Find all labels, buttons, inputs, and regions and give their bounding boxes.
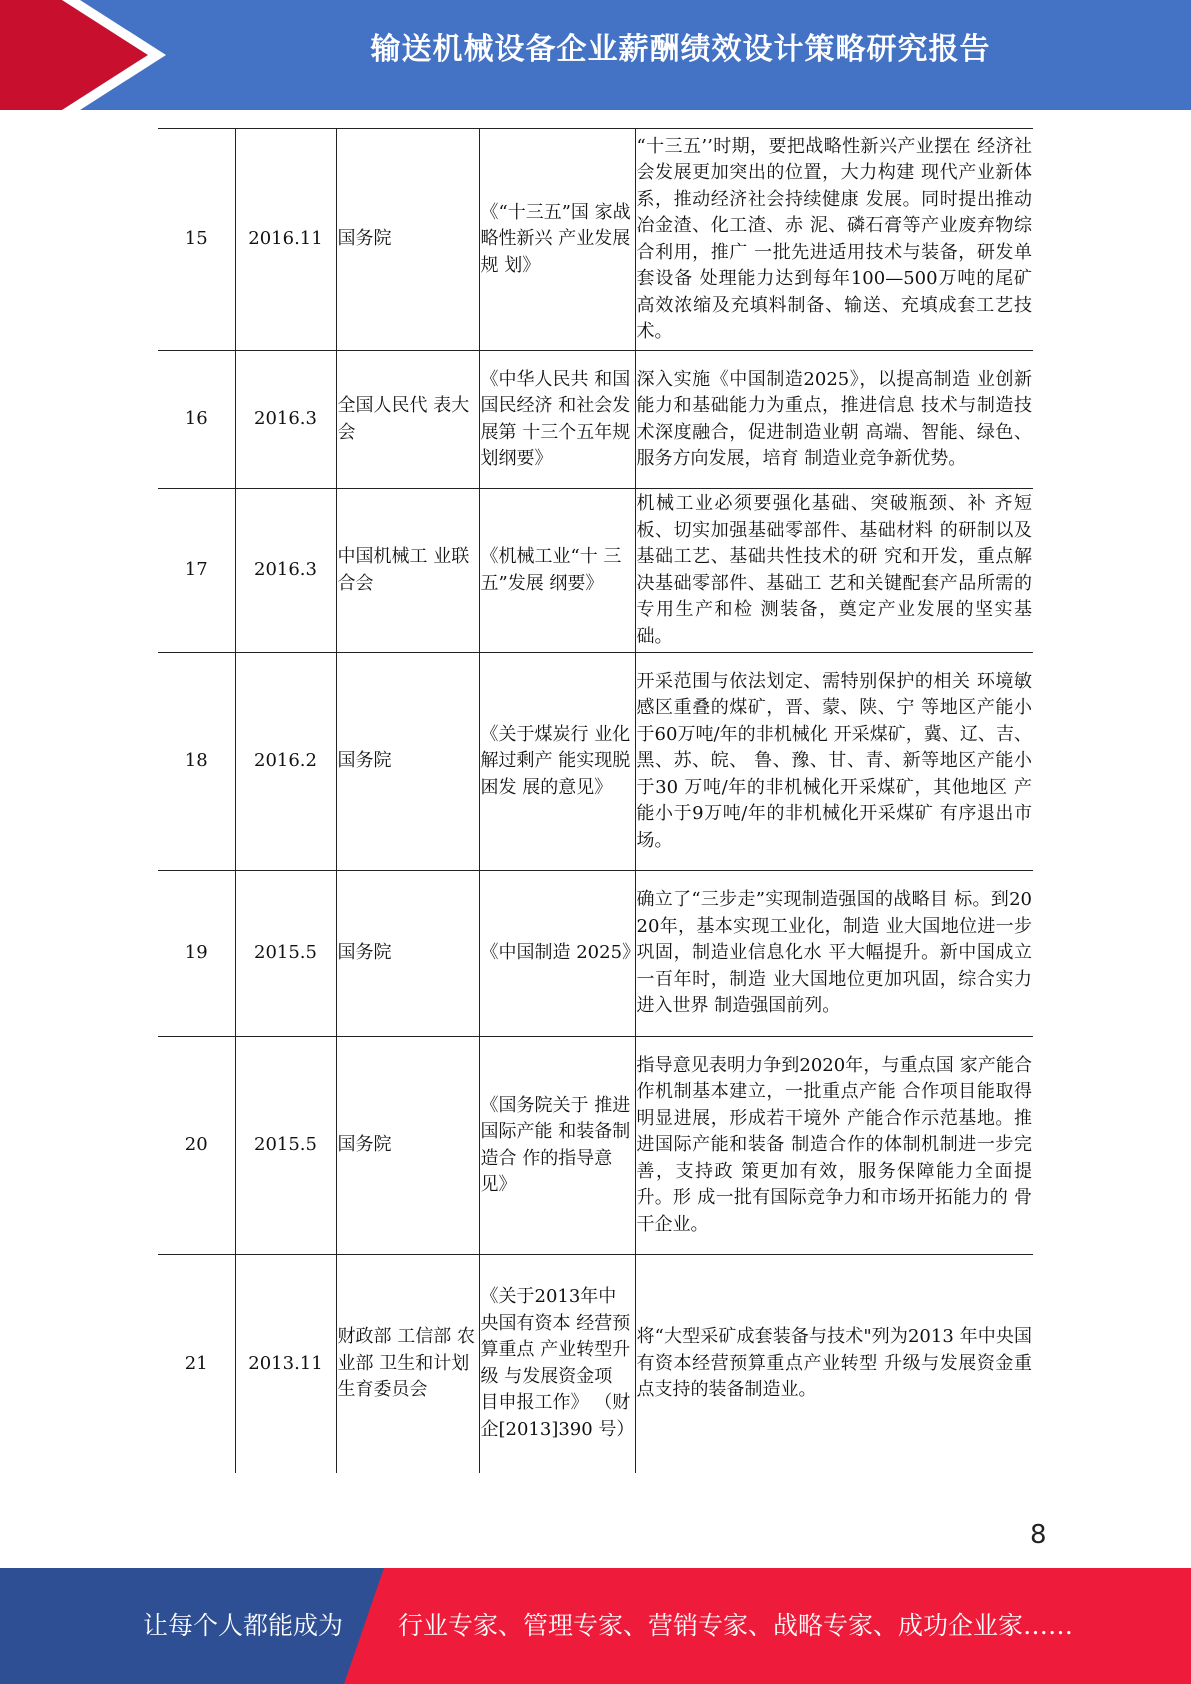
row-issuer: 财政部 工信部 农业部 卫生和计划 生育委员会 (336, 1255, 479, 1473)
row-content: “十三五’’时期，要把战略性新兴产业摆在 经济社会发展更加突出的位置，大力构建 现代产业新体系，推动经济社会持续健康 发展。同时提出推动冶金渣、化工渣、赤 泥、磷石膏等产业废弃物综合利用，推广 一批先进适用技术与装备，研发单套设备 处理能力达到每年100—500万吨的尾矿 高效浓缩及充填料制备、输送、充填成套工艺技术。 (635, 129, 1033, 351)
row-policy-title: 《关于煤炭行 业化解过剩产 能实现脱困发 展的意见》 (479, 653, 635, 871)
row-number: 20 (158, 1037, 235, 1255)
row-number: 15 (158, 129, 235, 351)
table-row (158, 1037, 1033, 1255)
row-number: 17 (158, 489, 235, 653)
row-number: 16 (158, 351, 235, 489)
table-row (158, 871, 1033, 1037)
row-policy-title: 《关于2013年中央国有资本 经营预算重点 产业转型升级 与发展资金项 目申报工作》 （财企[2013]390 号） (479, 1255, 635, 1473)
footer-slogan-right: 行业专家、管理专家、营销专家、战略专家、成功企业家…… (398, 1611, 1074, 1640)
row-issuer: 国务院 (336, 871, 479, 1037)
row-content: 深入实施《中国制造2025》，以提高制造 业创新能力和基础能力为重点，推进信息 技术与制造技术深度融合，促进制造业朝 高端、智能、绿色、服务方向发展，培育 制造业竞争新优势。 (635, 351, 1033, 489)
table-row (158, 1255, 1033, 1473)
row-date: 2016.11 (235, 129, 336, 351)
footer-banner (0, 1568, 1191, 1684)
report-header (0, 0, 1191, 110)
table-row (158, 489, 1033, 653)
policy-table (158, 128, 1033, 1473)
row-issuer: 中国机械工 业联合会 (336, 489, 479, 653)
row-date: 2015.5 (235, 871, 336, 1037)
row-content: 指导意见表明力争到2020年，与重点国 家产能合作机制基本建立，一批重点产能 合作项目能取得明显进展，形成若干境外 产能合作示范基地。推进国际产能和装备 制造合作的体制机制进一步完善，支持政 策更加有效，服务保障能力全面提升。形 成一批有国际竞争力和市场开拓能力的 骨干企业。 (635, 1037, 1033, 1255)
row-date: 2013.11 (235, 1255, 336, 1473)
row-date: 2016.3 (235, 351, 336, 489)
row-policy-title: 《中国制造 2025》 (479, 871, 635, 1037)
report-title: 输送机械设备企业薪酬绩效设计策略研究报告 (370, 32, 991, 67)
table-row (158, 351, 1033, 489)
row-content: 将“大型采矿成套装备与技术"列为2013 年中央国有资本经营预算重点产业转型 升级与发展资金重点支持的装备制造业。 (635, 1255, 1033, 1473)
row-policy-title: 《机械工业“十 三五”发展 纲要》 (479, 489, 635, 653)
row-policy-title: 《国务院关于 推进国际产能 和装备制造合 作的指导意 见》 (479, 1037, 635, 1255)
row-issuer: 国务院 (336, 653, 479, 871)
row-policy-title: 《中华人民共 和国国民经济 和社会发展第 十三个五年规 划纲要》 (479, 351, 635, 489)
table-row (158, 129, 1033, 351)
row-date: 2016.3 (235, 489, 336, 653)
row-issuer: 全国人民代 表大会 (336, 351, 479, 489)
page-number: 8 (1030, 1520, 1047, 1550)
table-row (158, 653, 1033, 871)
row-number: 21 (158, 1255, 235, 1473)
row-issuer: 国务院 (336, 129, 479, 351)
row-number: 19 (158, 871, 235, 1037)
row-policy-title: 《“十三五”国 家战略性新兴 产业发展规 划》 (479, 129, 635, 351)
row-content: 开采范围与依法划定、需特别保护的相关 环境敏感区重叠的煤矿，晋、蒙、陕、宁 等地区产能小于60万吨/年的非机械化 开采煤矿，冀、辽、吉、黑、苏、皖、 鲁、豫、甘、青、新等地区产能小于30 万吨/年的非机械化开采煤矿，其他地区 产能小于9万吨/年的非机械化开采煤矿 有序退出市场。 (635, 653, 1033, 871)
row-date: 2015.5 (235, 1037, 336, 1255)
row-content: 确立了“三步走”实现制造强国的战略目 标。到2020年，基本实现工业化，制造 业大国地位进一步巩固，制造业信息化水 平大幅提升。新中国成立一百年时，制造 业大国地位更加巩固，综合实力进入世界 制造强国前列。 (635, 871, 1033, 1037)
row-number: 18 (158, 653, 235, 871)
row-content: 机械工业必须要强化基础、突破瓶颈、补 齐短板、切实加强基础零部件、基础材料 的研制以及基础工艺、基础共性技术的研 究和开发，重点解决基础零部件、基础工 艺和关键配套产品所需的专用生产和检 测装备，奠定产业发展的坚实基础。 (635, 489, 1033, 653)
row-date: 2016.2 (235, 653, 336, 871)
row-issuer: 国务院 (336, 1037, 479, 1255)
footer-slogan-left: 让每个人都能成为 (143, 1611, 344, 1640)
